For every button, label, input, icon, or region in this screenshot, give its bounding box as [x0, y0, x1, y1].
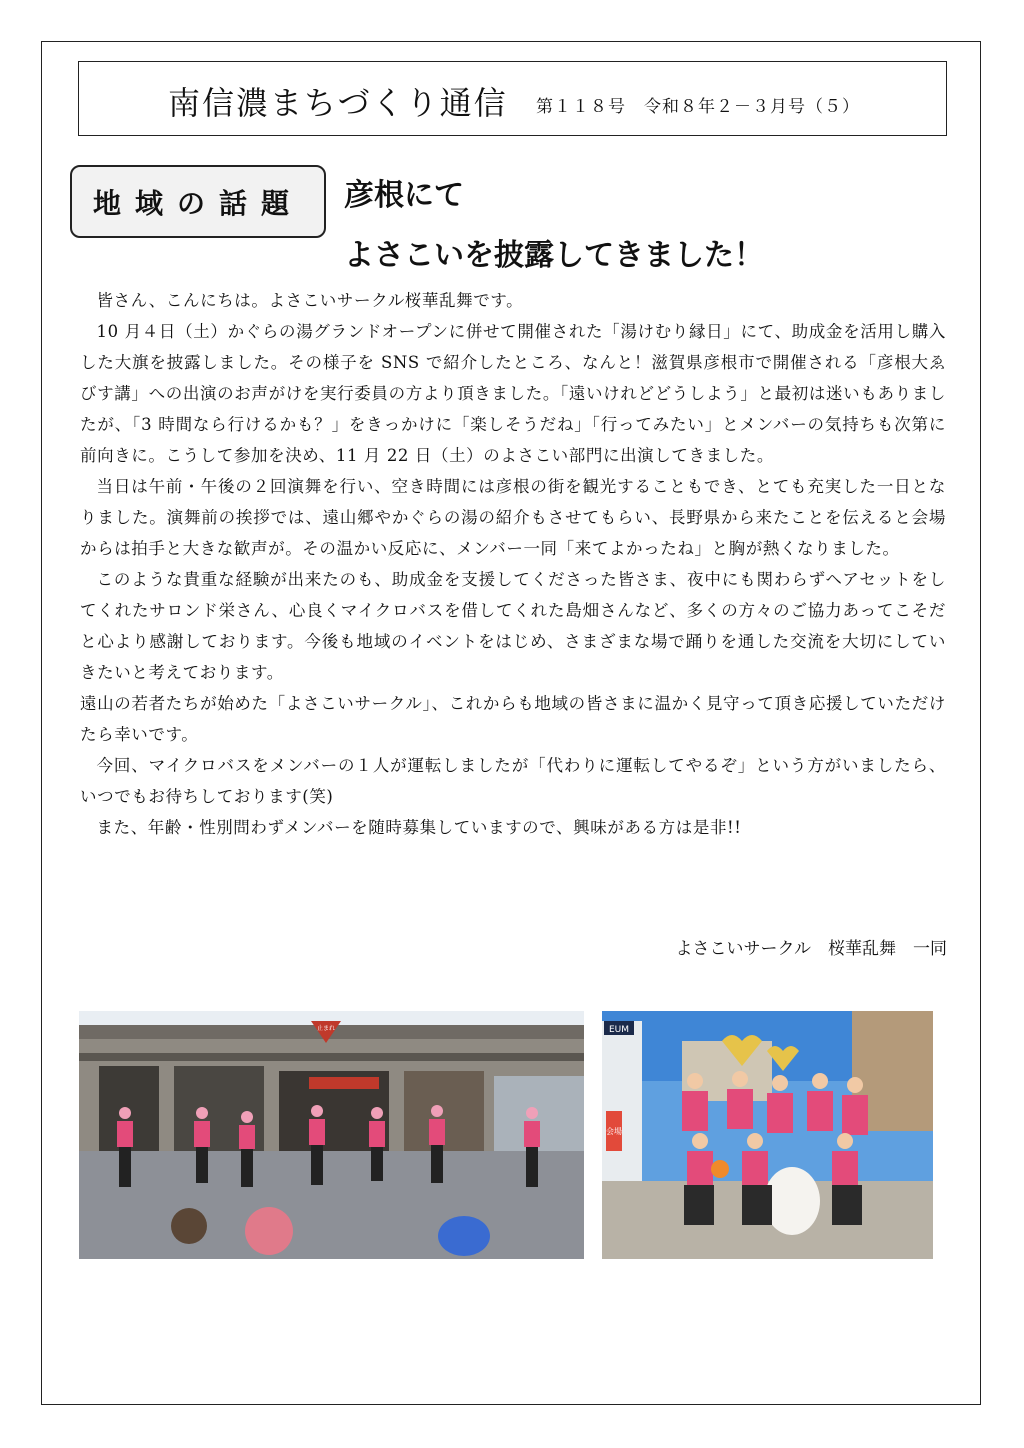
headline-line1: 彦根にて [344, 178, 464, 213]
article-paragraph: このような貴重な経験が出来たのも、助成金を支援してくださった皆さま、夜中にも関わらずヘアセットをしてくれたサロンド栄さん、心良くマイクロバスを借してくれた島畑さんなど、多くの方々のご協力あってこそだと心より感謝しております。今後も地域のイベントをはじめ、さまざまな場で踊りを通した交流を大切にしていきたいと考えております。 [80, 570, 946, 682]
photo1-stop-sign: 止まれ [316, 1025, 336, 1032]
photo-street-performance-image [79, 1011, 584, 1259]
article-paragraph: また、年齢・性別問わずメンバーを随時募集していますので、興味がある方は是非!! [96, 818, 742, 837]
newsletter-title: 南信濃まちづくり通信 [168, 84, 508, 122]
article-paragraph: 当日は午前・午後の２回演舞を行い、空き時間には彦根の街を観光することもでき、とても充実した一日となりました。演舞前の挨拶では、遠山郷やかぐらの湯の紹介もさせてもらい、長野県から来たことを伝えると会場からは拍手と大きな歓声が。その温かい反応に、メンバー一同「来てよかったね」と胸が熱くなりました。 [80, 477, 946, 558]
photo-group-pose-image [602, 1011, 933, 1259]
headline-line2: よさこいを披露してきました！ [344, 238, 764, 273]
photo2-side-sign: 会場 [606, 1127, 622, 1136]
issue-info: 第１１８号 令和８年２－３月号（５） [536, 97, 860, 117]
photo-group-pose [602, 1011, 933, 1259]
article-signature: よさこいサークル 桜華乱舞 一同 [675, 939, 947, 959]
article-paragraph: 皆さん、こんにちは。よさこいサークル桜華乱舞です。 [96, 291, 524, 310]
topic-badge-label: 地域の話題 [92, 186, 303, 220]
photo-street-performance [79, 1011, 584, 1259]
topic-badge [70, 165, 326, 238]
article-paragraph: 遠山の若者たちが始めた「よさこいサークル」、これからも地域の皆さまに温かく見守って頂き応援していただけたら幸いです。 [80, 694, 946, 744]
article-paragraph: 10 月４日（土）かぐらの湯グランドオープンに併せて開催された「湯けむり縁日」にて、助成金を活用し購入した大旗を披露しました。その様子を SNS で紹介したところ、なんと！滋賀県彦根市で開催される「彦根大ゑびす講」への出演のお声がけを実行委員の方より頂きました。「遠いけれどどうしよう」と最初は迷いもありましたが、「3 時間なら行けるかも？」をきっかけに「楽しそうだね」「行ってみたい」とメンバーの気持ちも次第に前向きに。こうして参加を決め、11 月 22 日（土）のよさこい部門に出演してきました。 [80, 322, 946, 465]
article-paragraph: 今回、マイクロバスをメンバーの１人が運転しましたが「代わりに運転してやるぞ」という方がいましたら、いつでもお待ちしております(笑) [80, 756, 946, 806]
article-body [80, 285, 946, 843]
photo2-top-sign: EUM [608, 1025, 630, 1035]
